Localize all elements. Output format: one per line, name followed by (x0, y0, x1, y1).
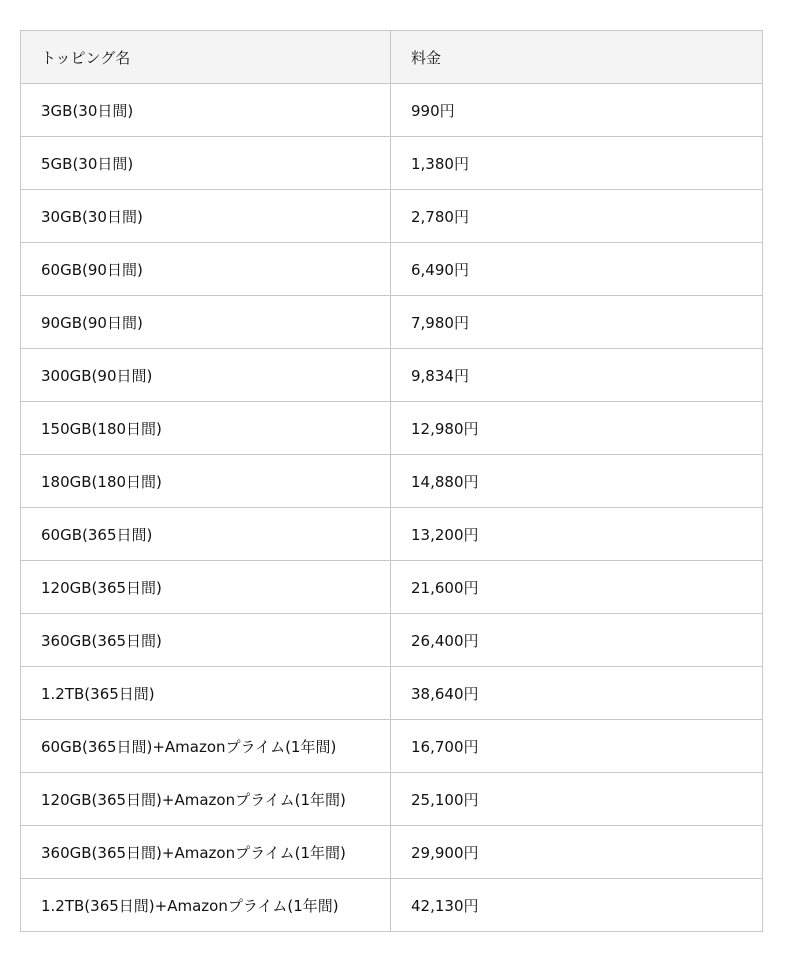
topping-name-cell: 30GB(30日間) (21, 190, 391, 243)
price-cell: 38,640円 (391, 667, 763, 720)
price-cell: 25,100円 (391, 773, 763, 826)
price-cell: 990円 (391, 84, 763, 137)
table-row (21, 243, 763, 296)
price-cell: 42,130円 (391, 879, 763, 932)
header-price: 料金 (391, 31, 763, 84)
topping-name-cell: 360GB(365日間)+Amazonプライム(1年間) (21, 826, 391, 879)
table-row (21, 773, 763, 826)
table-row (21, 349, 763, 402)
price-cell: 13,200円 (391, 508, 763, 561)
price-cell: 14,880円 (391, 455, 763, 508)
header-topping-name: トッピング名 (21, 31, 391, 84)
table-row (21, 190, 763, 243)
price-cell: 9,834円 (391, 349, 763, 402)
price-cell: 1,380円 (391, 137, 763, 190)
topping-name-cell: 60GB(90日間) (21, 243, 391, 296)
topping-name-cell: 5GB(30日間) (21, 137, 391, 190)
topping-name-cell: 180GB(180日間) (21, 455, 391, 508)
price-cell: 16,700円 (391, 720, 763, 773)
topping-price-table-container (20, 30, 762, 932)
price-cell: 6,490円 (391, 243, 763, 296)
table-row (21, 84, 763, 137)
topping-name-cell: 1.2TB(365日間)+Amazonプライム(1年間) (21, 879, 391, 932)
price-cell: 2,780円 (391, 190, 763, 243)
table-row (21, 402, 763, 455)
table-row (21, 561, 763, 614)
topping-name-cell: 1.2TB(365日間) (21, 667, 391, 720)
table-row (21, 826, 763, 879)
table-row (21, 720, 763, 773)
price-cell: 26,400円 (391, 614, 763, 667)
price-cell: 29,900円 (391, 826, 763, 879)
table-row (21, 879, 763, 932)
topping-name-cell: 360GB(365日間) (21, 614, 391, 667)
topping-name-cell: 150GB(180日間) (21, 402, 391, 455)
table-row (21, 455, 763, 508)
topping-price-table (20, 30, 763, 932)
table-row (21, 614, 763, 667)
topping-name-cell: 90GB(90日間) (21, 296, 391, 349)
table-row (21, 508, 763, 561)
table-row (21, 137, 763, 190)
table-header-row (21, 31, 763, 84)
topping-name-cell: 60GB(365日間) (21, 508, 391, 561)
price-cell: 7,980円 (391, 296, 763, 349)
table-row (21, 296, 763, 349)
table-body (21, 84, 763, 932)
topping-name-cell: 120GB(365日間)+Amazonプライム(1年間) (21, 773, 391, 826)
price-cell: 21,600円 (391, 561, 763, 614)
table-header (21, 31, 763, 84)
table-row (21, 667, 763, 720)
price-cell: 12,980円 (391, 402, 763, 455)
topping-name-cell: 120GB(365日間) (21, 561, 391, 614)
topping-name-cell: 3GB(30日間) (21, 84, 391, 137)
topping-name-cell: 300GB(90日間) (21, 349, 391, 402)
topping-name-cell: 60GB(365日間)+Amazonプライム(1年間) (21, 720, 391, 773)
